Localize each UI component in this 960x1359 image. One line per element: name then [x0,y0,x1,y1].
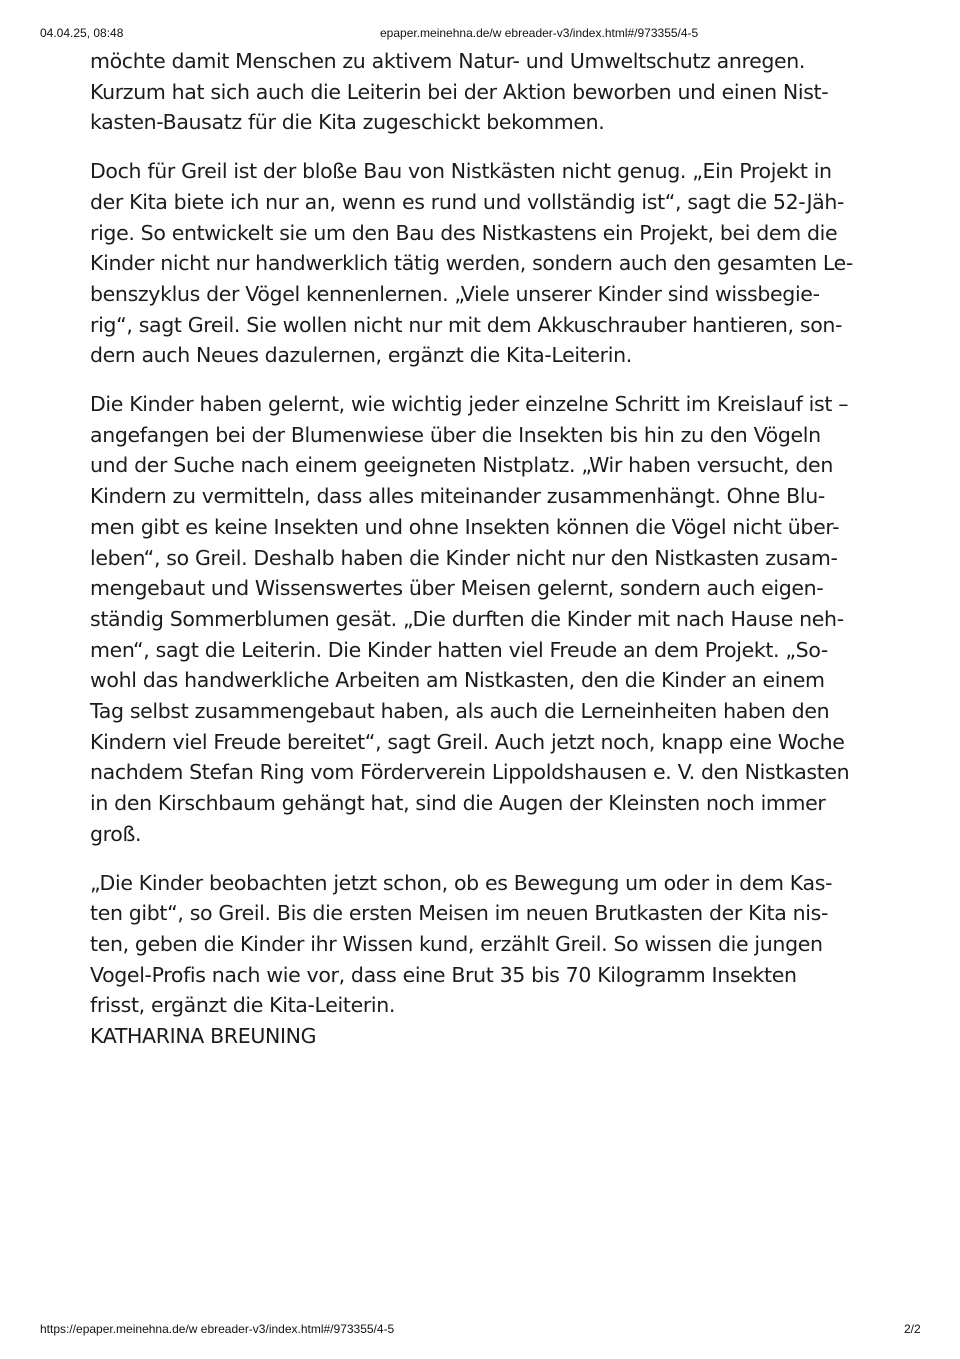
article-author: KATHARINA BREUNING [90,1024,317,1049]
text-line: Tag selbst zusammengebaut haben, als auch die Lerneinheiten haben den [90,699,830,724]
text-line: leben“, so Greil. Deshalb haben die Kinder nicht nur den Nistkasten zusam- [90,545,838,570]
article-paragraph-3 [90,389,880,850]
article-body [90,46,880,1070]
text-line: dern auch Neues dazulernen, ergänzt die Kita-Leiterin. [90,343,632,368]
text-line: wohl das handwerkliche Arbeiten am Nistkasten, den die Kinder an einem [90,668,825,693]
text-line: und der Suche nach einem geeigneten Nistplatz. „Wir haben versucht, den [90,453,833,478]
text-line: angefangen bei der Blumenwiese über die Insekten bis hin zu den Vögeln [90,422,821,447]
text-line: Kindern viel Freude bereitet“, sagt Greil. Auch jetzt noch, knapp eine Woche [90,729,845,754]
print-datetime: 04.04.25, 08:48 [40,26,124,40]
text-line: ten gibt“, so Greil. Bis die ersten Meisen im neuen Brutkasten der Kita nis- [90,901,829,926]
text-line: ten, geben die Kinder ihr Wissen kund, erzählt Greil. So wissen die jungen [90,931,823,956]
text-line: möchte damit Menschen zu aktivem Natur- und Umweltschutz anregen. [90,49,806,73]
text-line: Vogel-Profis nach wie vor, dass eine Brut 35 bis 70 Kilogramm Insekten [90,962,797,987]
text-line: men gibt es keine Insekten und ohne Insekten können die Vögel nicht über- [90,514,840,539]
text-line: in den Kirschbaum gehängt hat, sind die Augen der Kleinsten noch immer [90,791,826,816]
text-line: ständig Sommerblumen gesät. „Die durften die Kinder mit nach Hause neh- [90,606,844,631]
text-line: Kurzum hat sich auch die Leiterin bei der Aktion beworben und einen Nist- [90,79,829,104]
text-line: rig“, sagt Greil. Sie wollen nicht nur mit dem Akkuschrauber hantieren, son- [90,312,843,337]
text-line: Doch für Greil ist der bloße Bau von Nistkästen nicht genug. „Ein Projekt in [90,159,832,184]
print-footer [0,1322,960,1338]
text-line: kasten-Bausatz für die Kita zugeschickt bekommen. [90,110,605,135]
text-line: mengebaut und Wissenswertes über Meisen gelernt, sondern auch eigen- [90,576,824,601]
article-paragraph-2 [90,156,880,371]
print-header [0,26,960,42]
text-line: nachdem Stefan Ring vom Förderverein Lippoldshausen e. V. den Nistkasten [90,760,850,785]
page-number: 2/2 [904,1322,921,1336]
text-line: frisst, ergänzt die Kita-Leiterin. [90,993,396,1018]
print-footer-url: https://epaper.meinehna.de/w ebreader-v3/index.html#/973355/4-5 [40,1322,395,1336]
text-line: der Kita biete ich nur an, wenn es rund und vollständig ist“, sagt die 52-Jäh- [90,189,845,214]
text-line: groß. [90,821,142,846]
article-paragraph-4 [90,868,880,1052]
text-line: benszyklus der Vögel kennenlernen. „Viele unserer Kinder sind wissbegie- [90,281,820,306]
text-line: men“, sagt die Leiterin. Die Kinder hatten viel Freude an dem Projekt. „So- [90,637,828,662]
text-line: Kinder nicht nur handwerklich tätig werden, sondern auch den gesamten Le- [90,251,853,276]
print-header-url: epaper.meinehna.de/w ebreader-v3/index.html#/973355/4-5 [380,26,699,40]
text-line: Die Kinder haben gelernt, wie wichtig jeder einzelne Schritt im Kreislauf ist – [90,392,849,417]
text-line: „Die Kinder beobachten jetzt schon, ob es Bewegung um oder in dem Kas- [90,870,833,895]
text-line: Kindern zu vermitteln, dass alles miteinander zusammenhängt. Ohne Blu- [90,484,825,509]
article-paragraph-1 [90,46,880,138]
text-line: rige. So entwickelt sie um den Bau des Nistkastens ein Projekt, bei dem die [90,220,838,245]
